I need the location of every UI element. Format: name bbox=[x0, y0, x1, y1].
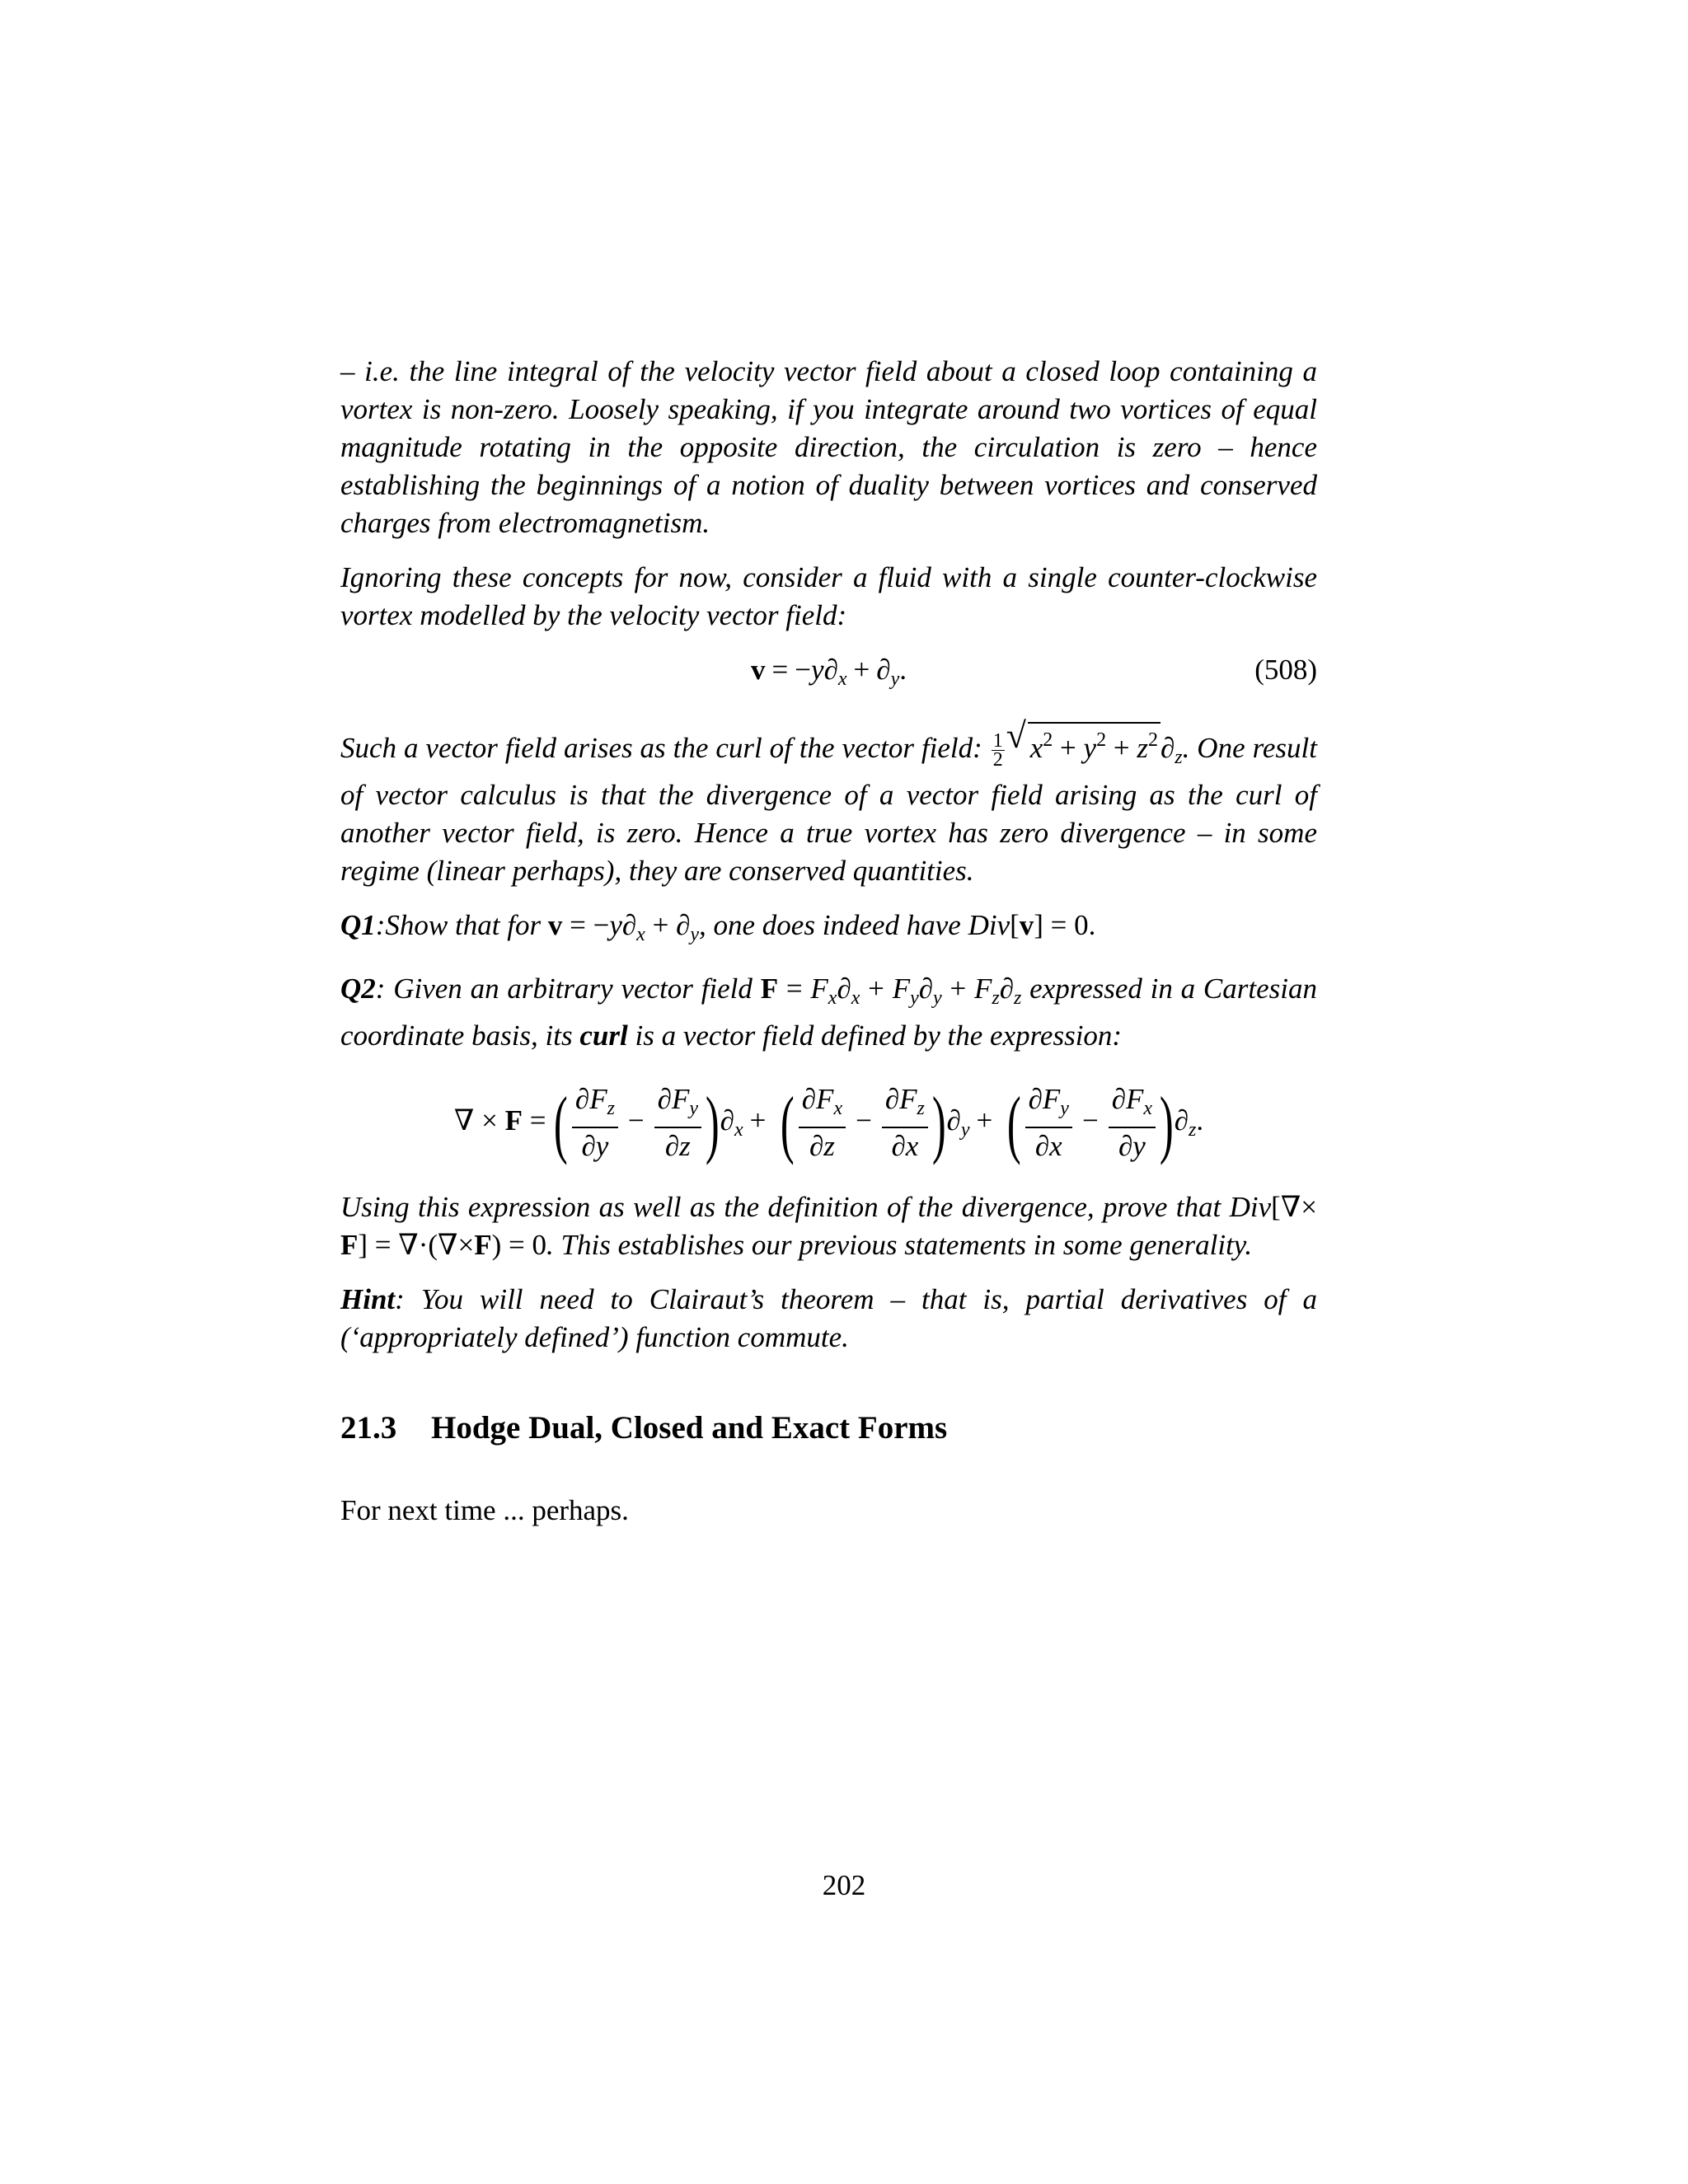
sqrt-expression: √ $x^2 + y^2 + z^2$ bbox=[1006, 722, 1160, 767]
paragraph-4-lead: Using this expression as well as the definition of the divergence, prove that bbox=[340, 1191, 1221, 1223]
section-body: For next time ... perhaps. bbox=[340, 1494, 629, 1526]
hint-label: Hint bbox=[340, 1283, 396, 1315]
equation-508 bbox=[340, 651, 1317, 697]
q1-text: :Show that for bbox=[375, 909, 542, 941]
paragraph-4: Using this expression as well as the definition of the divergence, prove that Div[∇× F] = ∇·(∇×F) = 0. This establishes our previous statements in some generality. bbox=[340, 1191, 1318, 1261]
q2-text-3: is a vector field defined by the expression: bbox=[635, 1019, 1123, 1052]
hint-text: : You will need to Clairaut’s theorem – that is, partial derivatives of a (‘appropriately defined’) function commute. bbox=[340, 1283, 1317, 1353]
question-2: Q2: Given an arbitrary vector field $F = F_x\partial_x + F_y\partial_y + F_z\partial_z$ expressed in a Cartesian coordinate basis, its curl is a vector field defined by the expression: bbox=[340, 972, 1318, 1052]
one-half-fraction: $\frac{1}{2}$ bbox=[992, 730, 1003, 771]
curl-word: curl bbox=[579, 1019, 628, 1052]
q2-text-1: : Given an arbitrary vector field bbox=[375, 972, 753, 1005]
section-heading bbox=[340, 1408, 1317, 1449]
paragraph-2: Ignoring these concepts for now, consider a fluid with a single counter-clockwise vortex modelled by the velocity vector field: bbox=[340, 561, 1317, 631]
q2-label: Q2 bbox=[340, 972, 376, 1005]
paragraph-3: Such a vector field arises as the curl of the vector field: $\frac{1}{2}$ √ $x^2 + y^2 + z^2\partial_z$. One result of vector calculus is that the divergence of a vector field arising as the curl of another vector field, is zero. Hence a true vortex has zero divergence – in some regime (linear perhaps), they are conserved quantities. bbox=[340, 715, 1317, 887]
equation-number: (508) bbox=[1254, 654, 1317, 686]
section-title: Hodge Dual, Closed and Exact Forms bbox=[431, 1410, 948, 1446]
q2-text-2: expressed in a Cartesian coordinate basis, its bbox=[340, 972, 1318, 1052]
paragraph-1: – i.e. the line integral of the velocity vector field about a closed loop containing a vortex is non-zero. Loosely speaking, if you integrate around two vortices of equal magnitude rotating in the opposite direction, the circulation is zero – hence establishing the beginnings of a notion of duality between vortices and conserved charges from electromagnetism. bbox=[340, 355, 1317, 539]
q1-text-2: , one does indeed have bbox=[699, 909, 961, 941]
q1-label: Q1 bbox=[340, 909, 376, 941]
page-number: 202 bbox=[822, 1869, 866, 1901]
curl-equation: ∇ × F = ( $\frac{\partial F_z}{\partial y}$ − $\frac{\partial F_y}{\partial z}$ )$\partial_x$ + ( $\frac{\partial F_x}{\partial z}$ − $\frac{\partial F_z}{\partial x}$ )$\partial_y$ + ( $\frac{\partial F_y}{\partial x}$ − $\frac{\partial F_x}{\partial y}$ )$\partial_z$. bbox=[453, 1080, 1204, 1165]
equation-508-body: $v = -y\partial_x + \partial_y$. bbox=[751, 654, 907, 690]
paragraph-3-lead: Such a vector field arises as the curl of the vector field: bbox=[340, 732, 982, 764]
hint bbox=[340, 1281, 1317, 1357]
paragraph-4-rest: . This establishes our previous statements in some generality. bbox=[546, 1229, 1253, 1261]
question-1: Q1:Show that for $v = -y\partial_x + \partial_y$, one does indeed have Div[v] = 0. bbox=[340, 909, 1096, 945]
page-body bbox=[340, 353, 1317, 1546]
paragraph-3-rest: . One result of vector calculus is that the divergence of a vector field arising as the curl of another vector field, is zero. Hence a true vortex has zero divergence – in some regime (linear perhaps), they are conserved quantities. bbox=[340, 732, 1317, 887]
section-number: 21.3 bbox=[340, 1410, 397, 1446]
